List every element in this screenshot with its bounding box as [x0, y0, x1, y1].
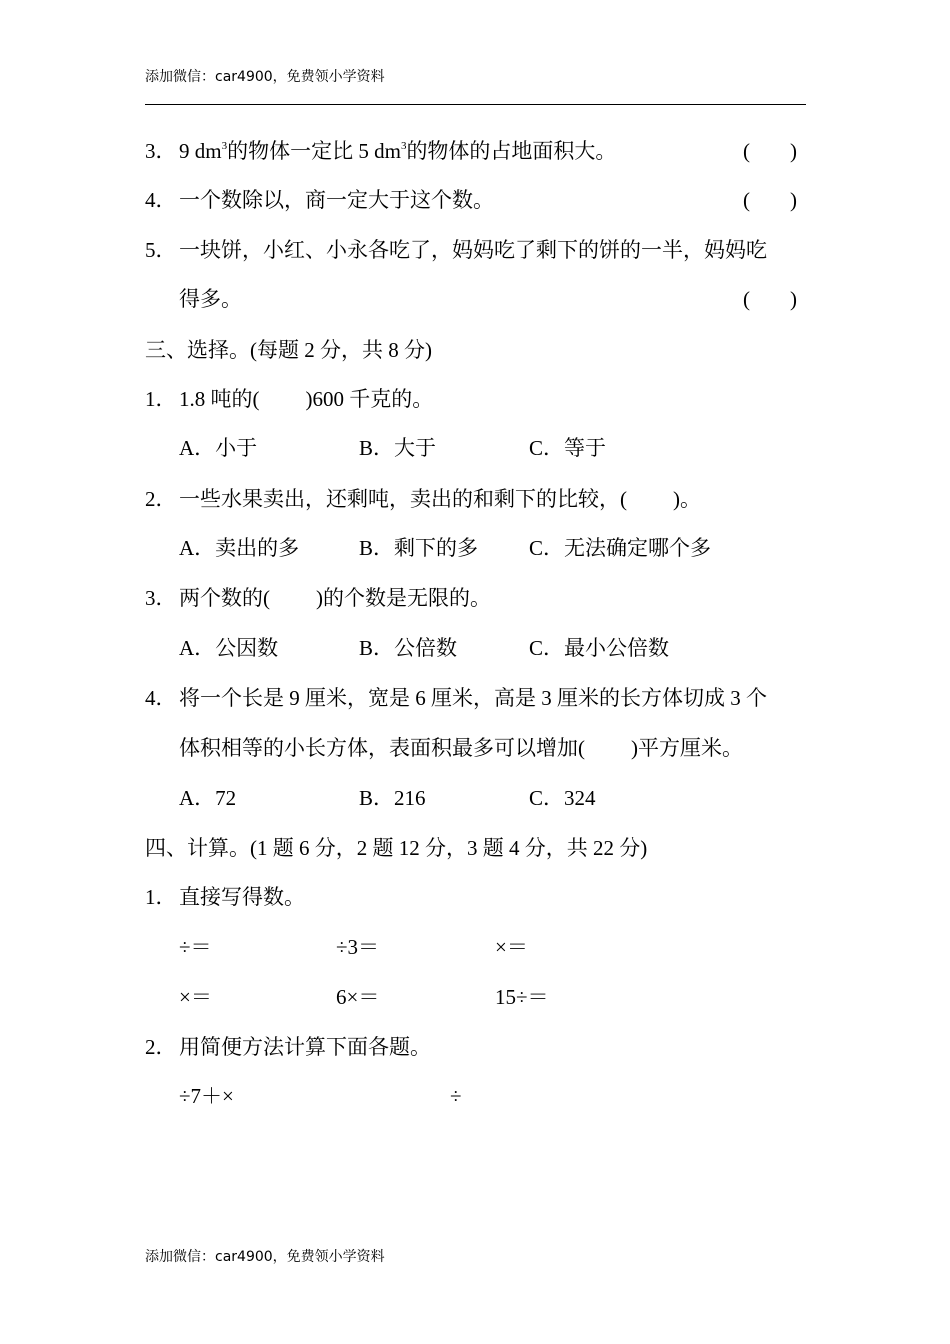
option-a[interactable]: A．72 [179, 786, 237, 810]
item-number: 5． [145, 238, 177, 262]
item-text-c: 的物体的占地面积大。 [406, 139, 617, 163]
calc-q2 [145, 1033, 431, 1061]
choice-q3 [145, 584, 491, 612]
page-footer: 添加微信：car4900，免费领小学资料 [145, 1249, 385, 1265]
q-text-a: 体积相等的小长方体，表面积最多可以增加( [179, 736, 585, 760]
option-a[interactable]: A．公因数 [179, 636, 279, 660]
q-text-b: )。 [673, 487, 701, 511]
calc-item: ÷7＋× [179, 1084, 234, 1108]
answer-blank[interactable]: ( ) [743, 287, 797, 311]
answer-blank[interactable]: ( ) [743, 139, 797, 163]
option-c[interactable]: C．324 [529, 786, 596, 810]
judge-item-5-cont: 得多。 [179, 287, 242, 311]
option-c[interactable]: C．最小公倍数 [529, 636, 670, 660]
choice-q4 [145, 684, 767, 712]
q-text-b: )平方厘米。 [631, 736, 743, 760]
item-text-b: 的物体一定比 5 dm [227, 139, 401, 163]
option-c[interactable]: C．无法确定哪个多 [529, 536, 712, 560]
section-3-title: 三、选择。(每题 2 分，共 8 分) [145, 338, 432, 362]
calc-item: ÷ [450, 1084, 462, 1108]
header-divider [145, 104, 806, 105]
choice-q2 [145, 485, 701, 513]
option-b[interactable]: B．大于 [359, 436, 437, 460]
calc-q1 [145, 883, 305, 911]
judge-item-4 [145, 186, 494, 214]
q-text-a: 两个数的( [179, 586, 270, 610]
q-text-a: 1.8 吨的( [179, 387, 260, 411]
calc-item: ×＝ [495, 935, 528, 959]
q-text: 用简便方法计算下面各题。 [179, 1035, 431, 1059]
item-number: 1． [145, 885, 177, 909]
item-number: 1． [145, 387, 177, 411]
q-text: 直接写得数。 [179, 885, 305, 909]
calc-item: 15÷＝ [495, 985, 549, 1009]
item-number: 4． [145, 188, 177, 212]
superscript: 3 [221, 140, 228, 152]
calc-item: 6×＝ [336, 985, 380, 1009]
page-header: 添加微信：car4900，免费领小学资料 [145, 69, 385, 85]
judge-item-5 [145, 236, 767, 264]
item-number: 4． [145, 686, 177, 710]
item-text-a: 9 dm [179, 139, 222, 163]
item-text: 一个数除以，商一定大于这个数。 [179, 188, 494, 212]
judge-item-3 [145, 137, 616, 165]
choice-q1 [145, 385, 433, 413]
calc-item: ÷3＝ [336, 935, 380, 959]
superscript: 3 [400, 140, 407, 152]
item-number: 2． [145, 1035, 177, 1059]
q-text: 将一个长是 9 厘米，宽是 6 厘米，高是 3 厘米的长方体切成 3 个 [179, 686, 767, 710]
q-text-b: )的个数是无限的。 [316, 586, 491, 610]
choice-q4-cont [179, 734, 743, 762]
q-text-b: )600 千克的。 [305, 387, 434, 411]
option-b[interactable]: B．216 [359, 786, 426, 810]
option-c[interactable]: C．等于 [529, 436, 607, 460]
answer-blank[interactable]: ( ) [743, 188, 797, 212]
item-number: 3． [145, 586, 177, 610]
section-4-title: 四、计算。(1 题 6 分，2 题 12 分，3 题 4 分，共 22 分) [145, 836, 648, 860]
item-text: 一块饼，小红、小永各吃了，妈妈吃了剩下的饼的一半，妈妈吃 [179, 238, 767, 262]
option-b[interactable]: B．剩下的多 [359, 536, 479, 560]
item-number: 3． [145, 139, 177, 163]
calc-item: ×＝ [179, 985, 212, 1009]
item-number: 2． [145, 487, 177, 511]
option-b[interactable]: B．公倍数 [359, 636, 458, 660]
option-a[interactable]: A．卖出的多 [179, 536, 300, 560]
option-a[interactable]: A．小于 [179, 436, 258, 460]
calc-item: ÷＝ [179, 935, 212, 959]
q-text-a: 一些水果卖出，还剩吨，卖出的和剩下的比较，( [179, 487, 627, 511]
